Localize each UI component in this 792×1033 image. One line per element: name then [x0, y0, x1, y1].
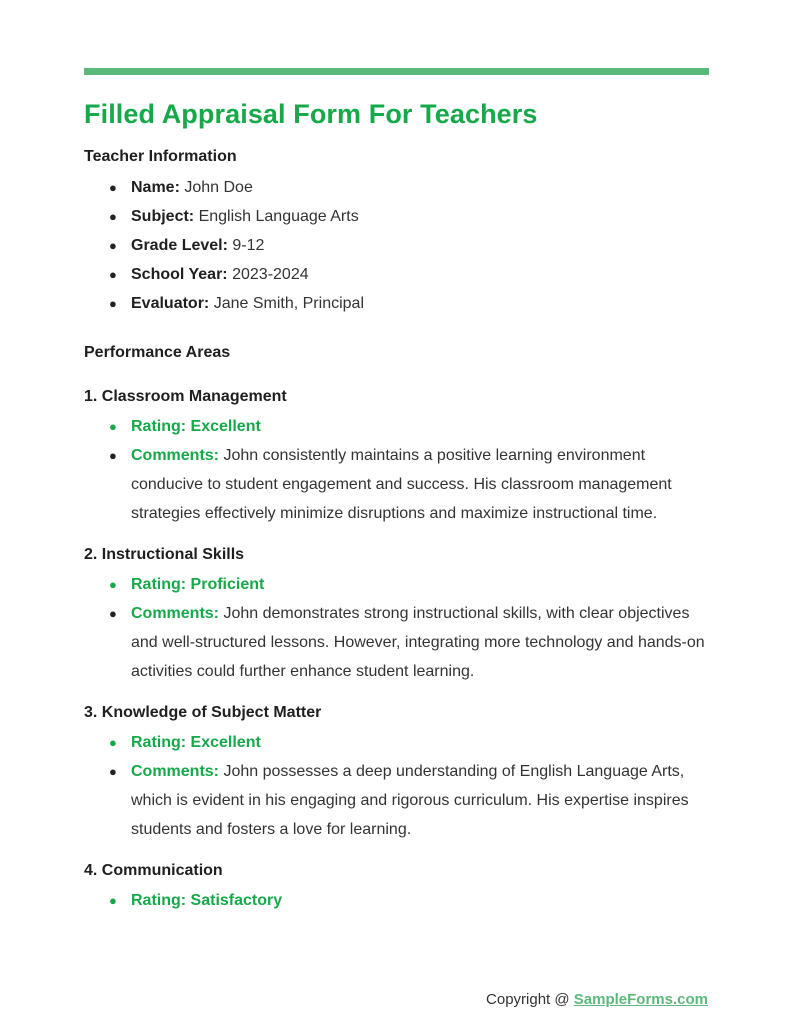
document-page: [84, 68, 709, 915]
bullet-icon: ●: [109, 606, 117, 621]
bullet-icon: ●: [109, 180, 117, 195]
bullet-icon: ●: [109, 764, 117, 779]
footer-copyright: [486, 990, 708, 1010]
rating-text: Rating: Excellent: [131, 418, 261, 435]
info-value: 9-12: [232, 237, 265, 254]
comments-label: Comments:: [131, 605, 220, 622]
area-title-classroom-management: 1. Classroom Management: [84, 388, 287, 405]
info-value: 2023-2024: [232, 266, 309, 283]
rating-item: [84, 570, 709, 599]
info-label: Subject:: [131, 208, 195, 225]
comments-item: [84, 757, 709, 844]
bullet-icon: ●: [109, 238, 117, 253]
info-item-grade-level: [84, 231, 709, 260]
bullet-icon: ●: [109, 893, 117, 908]
page-title: Filled Appraisal Form For Teachers: [84, 99, 538, 129]
comments-item: [84, 441, 709, 528]
comments-item: [84, 599, 709, 686]
bullet-icon: ●: [109, 448, 117, 463]
area-title-instructional-skills: 2. Instructional Skills: [84, 546, 245, 563]
rating-text: Rating: Proficient: [131, 576, 265, 593]
bullet-icon: ●: [109, 577, 117, 592]
rating-text: Rating: Excellent: [131, 734, 261, 751]
info-value: Jane Smith, Principal: [213, 295, 364, 312]
comments-label: Comments:: [131, 447, 220, 464]
area-title-communication: 4. Communication: [84, 862, 223, 879]
area-list: [84, 412, 709, 528]
copyright-prefix: Copyright @: [486, 991, 574, 1008]
info-item-school-year: [84, 260, 709, 289]
rating-item: [84, 412, 709, 441]
area-list: [84, 570, 709, 686]
top-accent-bar: [84, 68, 709, 75]
info-label: Grade Level:: [131, 237, 228, 254]
bullet-icon: ●: [109, 209, 117, 224]
comments-text: John demonstrates strong instructional skills, with clear objectives and well-structured lessons. However, integrating more technology and hands-on activities could further enhance student learning.: [131, 605, 705, 680]
bullet-icon: ●: [109, 267, 117, 282]
info-label: Evaluator:: [131, 295, 210, 312]
comments-label: Comments:: [131, 763, 220, 780]
rating-item: [84, 728, 709, 757]
comments-text: John consistently maintains a positive learning environment conducive to student engagement and success. His classroom management strategies effectively minimize disruptions and maximize instructional time.: [131, 447, 672, 522]
area-list: [84, 886, 709, 915]
comments-text: John possesses a deep understanding of English Language Arts, which is evident in his engaging and rigorous curriculum. His expertise inspires students and fosters a love for learning.: [131, 763, 689, 838]
sampleforms-link[interactable]: SampleForms.com: [573, 991, 708, 1008]
info-value: English Language Arts: [198, 208, 359, 225]
teacher-info-list: [84, 173, 709, 318]
info-item-subject: [84, 202, 709, 231]
area-list: [84, 728, 709, 844]
info-item-evaluator: [84, 289, 709, 318]
info-value: John Doe: [184, 179, 253, 196]
bullet-icon: ●: [109, 419, 117, 434]
info-label: School Year:: [131, 266, 228, 283]
info-label: Name:: [131, 179, 180, 196]
performance-areas-heading: Performance Areas: [84, 344, 231, 361]
bullet-icon: ●: [109, 735, 117, 750]
rating-text: Rating: Satisfactory: [131, 892, 283, 909]
info-item-name: [84, 173, 709, 202]
teacher-info-heading: Teacher Information: [84, 148, 237, 165]
area-title-knowledge-of-subject-matter: 3. Knowledge of Subject Matter: [84, 704, 322, 721]
bullet-icon: ●: [109, 296, 117, 311]
rating-item: [84, 886, 709, 915]
